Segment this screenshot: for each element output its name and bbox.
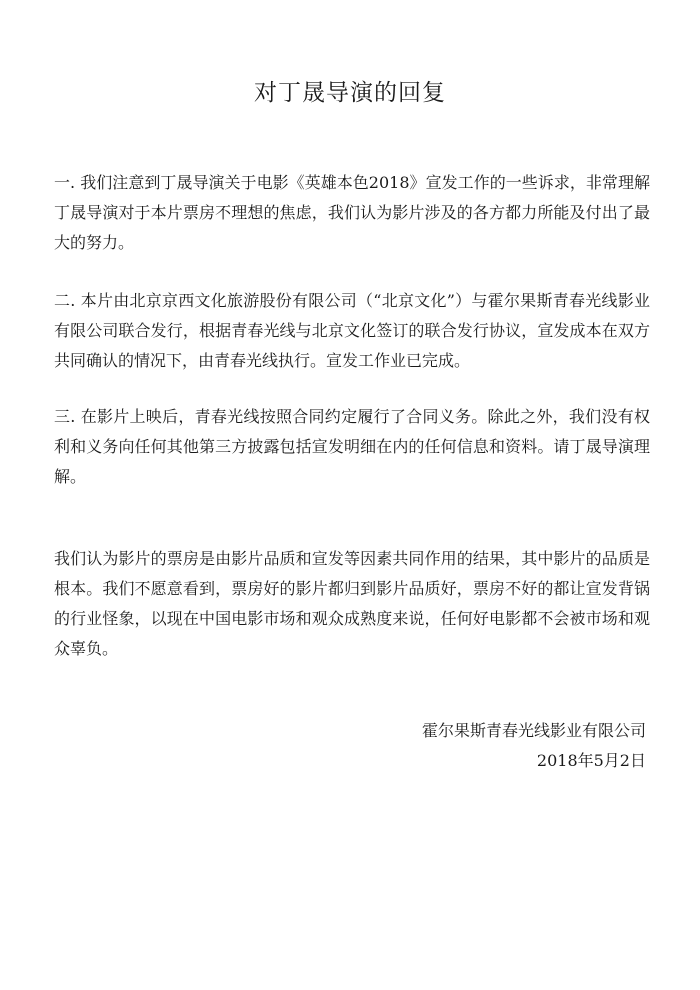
- paragraph-two: 二. 本片由北京京西文化旅游股份有限公司（“北京文化”）与霍尔果斯青春光线影业有限公司联合发行，根据青春光线与北京文化签订的联合发行协议，宣发成本在双方共同确认的情况下，由青春光线执行。宣发工作业已完成。: [54, 291, 650, 370]
- paragraph-conclusion: 我们认为影片的票房是由影片品质和宣发等因素共同作用的结果，其中影片的品质是根本。我们不愿意看到，票房好的影片都归到影片品质好，票房不好的都让宣发背锅的行业怪象，以现在中国电影市场和观众成熟度来说，任何好电影都不会被市场和观众辜负。: [54, 549, 650, 658]
- signature-date: 2018年5月2日: [536, 751, 646, 770]
- signature-company: 霍尔果斯青春光线影业有限公司: [421, 721, 646, 740]
- paragraph-one: 一. 我们注意到丁晟导演关于电影《英雄本色2018》宣发工作的一些诉求，非常理解丁晟导演对于本片票房不理想的焦虑，我们认为影片涉及的各方都力所能及付出了最大的努力。: [54, 173, 650, 252]
- document-title: 对丁晟导演的回复: [254, 80, 446, 106]
- paragraph-three: 三. 在影片上映后，青春光线按照合同约定履行了合同义务。除此之外，我们没有权利和义务向任何其他第三方披露包括宣发明细在内的任何信息和资料。请丁晟导演理解。: [54, 407, 650, 486]
